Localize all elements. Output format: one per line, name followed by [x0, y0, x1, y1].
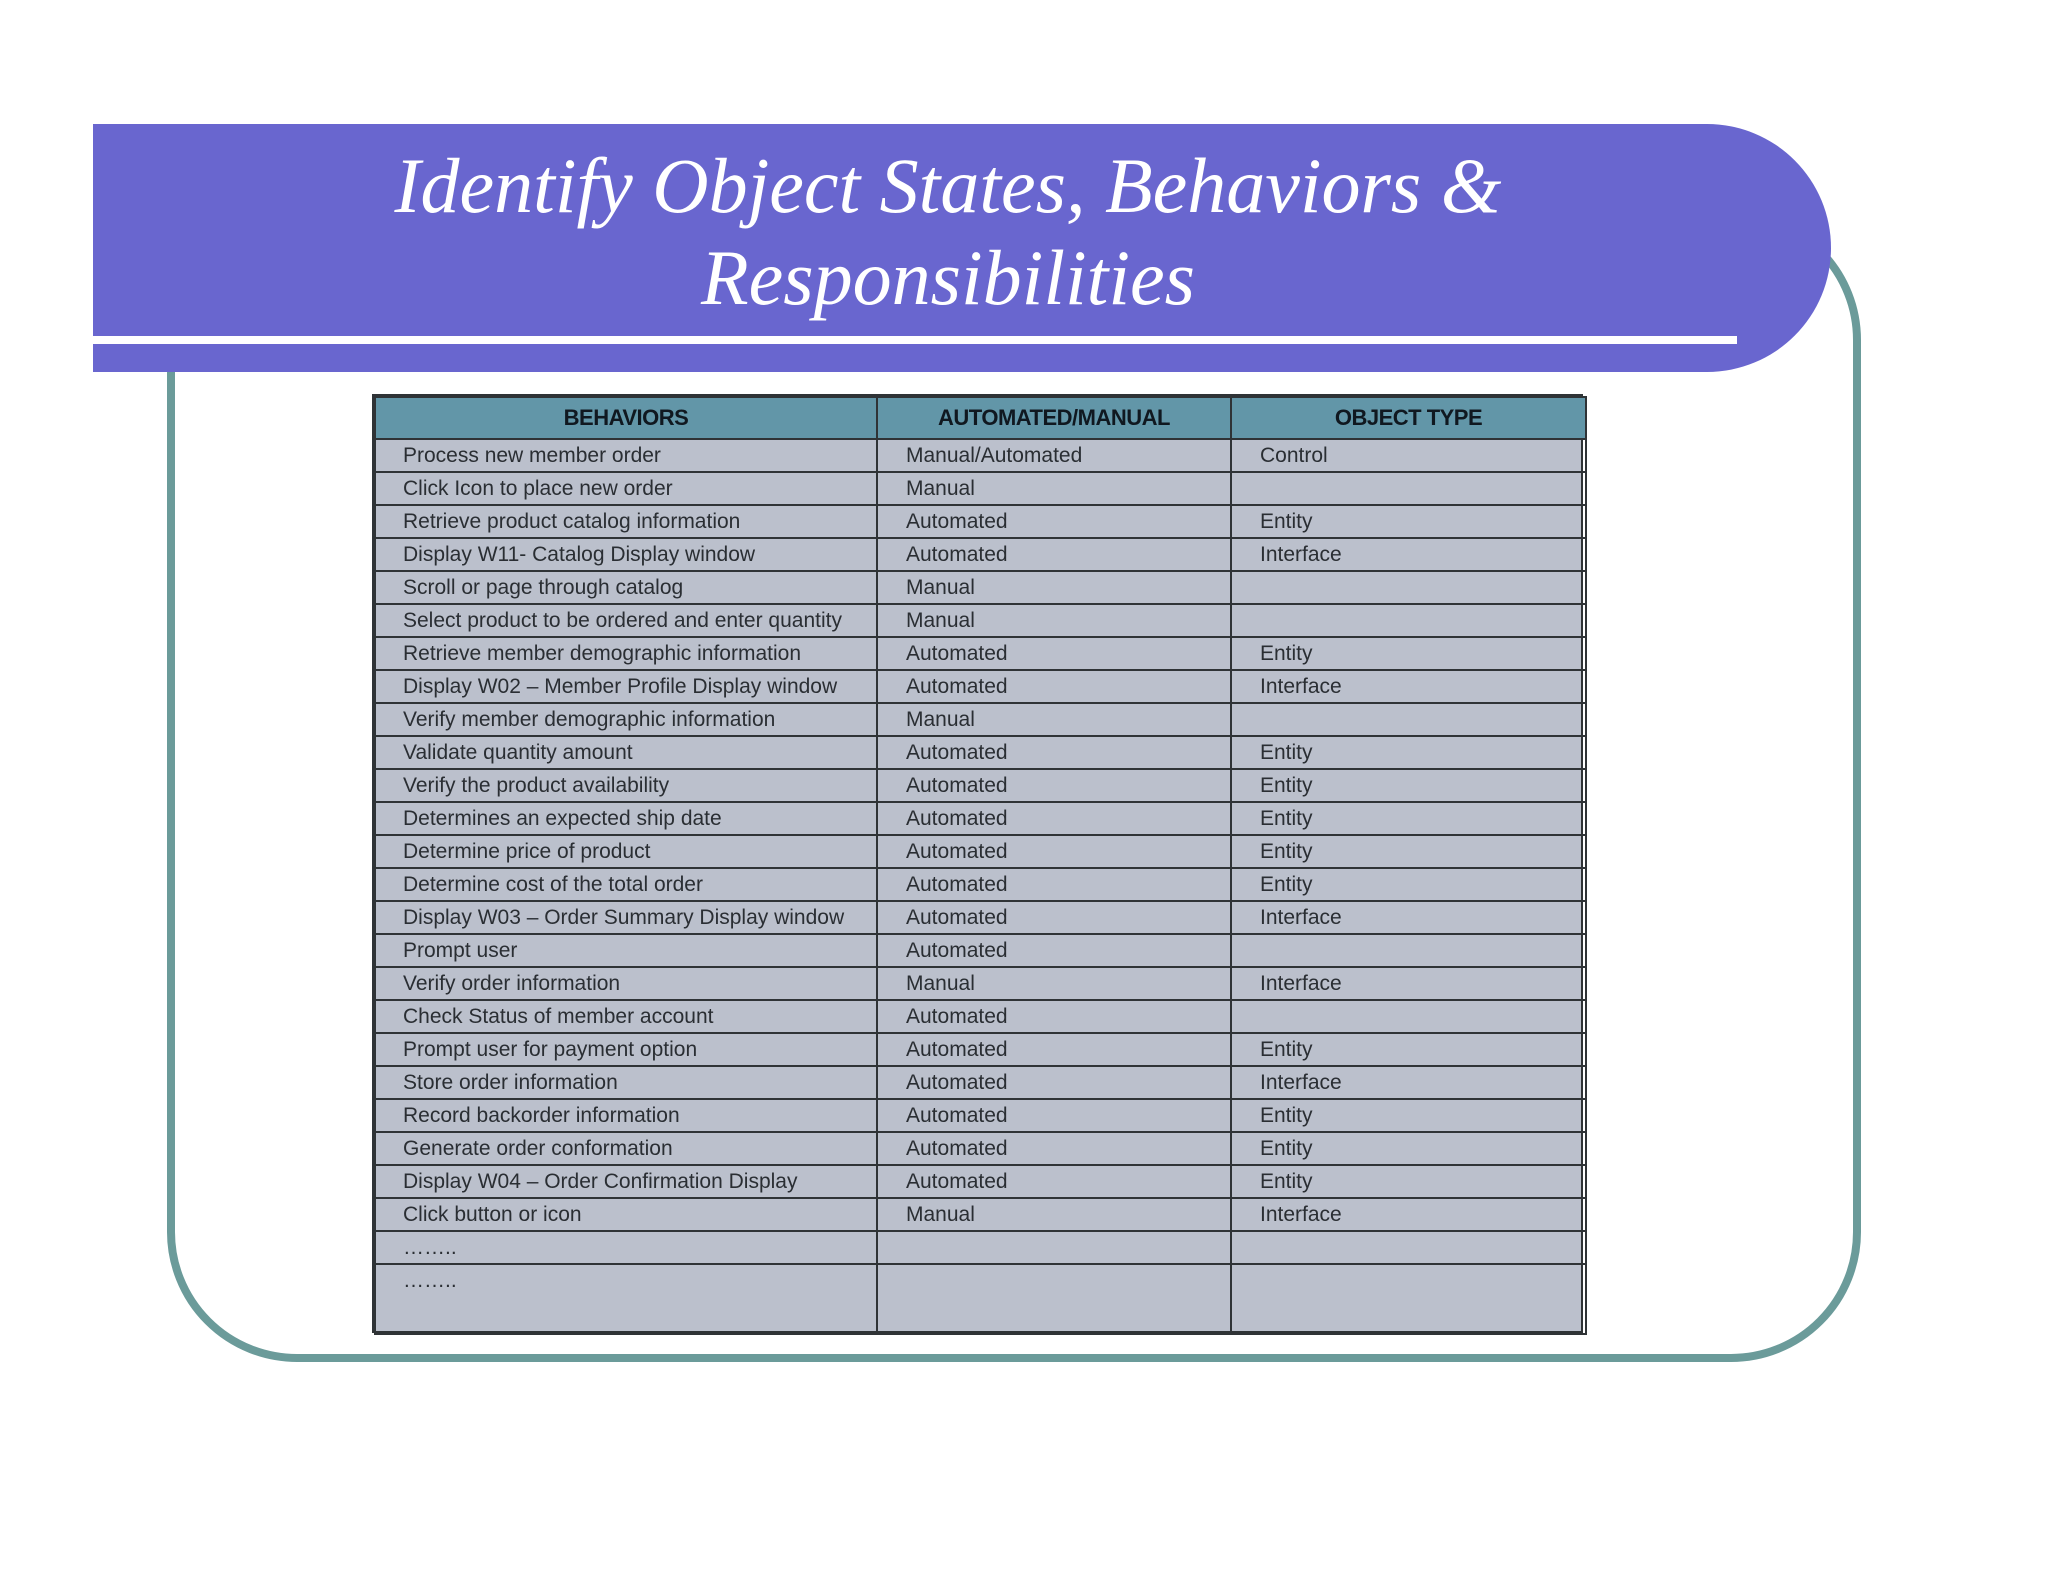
- behavior-cell: Verify the product availability: [375, 769, 877, 802]
- slide-title-line2: Responsibilities: [701, 234, 1195, 321]
- table-row: [375, 1132, 1586, 1165]
- behavior-cell: Retrieve member demographic information: [375, 637, 877, 670]
- table-row: [375, 769, 1586, 802]
- object-type-cell: Entity: [1231, 802, 1586, 835]
- behavior-cell: Select product to be ordered and enter quantity: [375, 604, 877, 637]
- table-row: [375, 1264, 1586, 1334]
- behaviors-table-container: [372, 394, 1583, 1333]
- table-row: [375, 439, 1586, 472]
- table-header-row: [375, 397, 1586, 439]
- object-type-cell: Entity: [1231, 868, 1586, 901]
- behavior-cell: Prompt user for payment option: [375, 1033, 877, 1066]
- table-row: [375, 1066, 1586, 1099]
- slide-title: [93, 140, 1803, 324]
- object-type-cell: [1231, 703, 1586, 736]
- object-type-cell: Interface: [1231, 1198, 1586, 1231]
- behavior-cell: ……..: [375, 1231, 877, 1264]
- header-behaviors: BEHAVIORS: [375, 397, 877, 439]
- behavior-cell: Display W04 – Order Confirmation Display: [375, 1165, 877, 1198]
- automated-manual-cell: Manual: [877, 472, 1231, 505]
- behavior-cell: Verify order information: [375, 967, 877, 1000]
- table-row: [375, 835, 1586, 868]
- automated-manual-cell: [877, 1264, 1231, 1334]
- behavior-cell: Verify member demographic information: [375, 703, 877, 736]
- table-row: [375, 901, 1586, 934]
- object-type-cell: Entity: [1231, 1132, 1586, 1165]
- table-row: [375, 1099, 1586, 1132]
- behavior-cell: Determines an expected ship date: [375, 802, 877, 835]
- table-row: [375, 571, 1586, 604]
- automated-manual-cell: Automated: [877, 868, 1231, 901]
- object-type-cell: [1231, 571, 1586, 604]
- automated-manual-cell: Automated: [877, 802, 1231, 835]
- automated-manual-cell: Automated: [877, 1000, 1231, 1033]
- object-type-cell: [1231, 604, 1586, 637]
- table-row: [375, 967, 1586, 1000]
- object-type-cell: Control: [1231, 439, 1586, 472]
- behaviors-table: [374, 396, 1587, 1335]
- table-row: [375, 802, 1586, 835]
- behavior-cell: Display W11- Catalog Display window: [375, 538, 877, 571]
- table-row: [375, 637, 1586, 670]
- table-row: [375, 1033, 1586, 1066]
- object-type-cell: Entity: [1231, 505, 1586, 538]
- header-automated-manual: AUTOMATED/MANUAL: [877, 397, 1231, 439]
- object-type-cell: Interface: [1231, 967, 1586, 1000]
- automated-manual-cell: Manual: [877, 967, 1231, 1000]
- automated-manual-cell: Manual: [877, 1198, 1231, 1231]
- table-row: [375, 505, 1586, 538]
- behavior-cell: Determine price of product: [375, 835, 877, 868]
- automated-manual-cell: Manual/Automated: [877, 439, 1231, 472]
- object-type-cell: [1231, 472, 1586, 505]
- automated-manual-cell: Automated: [877, 505, 1231, 538]
- title-underline: [93, 336, 1737, 344]
- table-row: [375, 703, 1586, 736]
- table-row: [375, 868, 1586, 901]
- automated-manual-cell: Automated: [877, 1066, 1231, 1099]
- behavior-cell: Generate order conformation: [375, 1132, 877, 1165]
- automated-manual-cell: Automated: [877, 1165, 1231, 1198]
- behavior-cell: Store order information: [375, 1066, 877, 1099]
- slide-title-line1: Identify Object States, Behaviors &: [394, 142, 1502, 229]
- automated-manual-cell: Automated: [877, 736, 1231, 769]
- object-type-cell: Entity: [1231, 1099, 1586, 1132]
- table-row: [375, 1165, 1586, 1198]
- object-type-cell: [1231, 1231, 1586, 1264]
- behavior-cell: Display W02 – Member Profile Display window: [375, 670, 877, 703]
- automated-manual-cell: Automated: [877, 637, 1231, 670]
- automated-manual-cell: Automated: [877, 1099, 1231, 1132]
- table-row: [375, 1231, 1586, 1264]
- object-type-cell: Entity: [1231, 769, 1586, 802]
- behavior-cell: Check Status of member account: [375, 1000, 877, 1033]
- object-type-cell: Entity: [1231, 1033, 1586, 1066]
- automated-manual-cell: Automated: [877, 769, 1231, 802]
- behavior-cell: Validate quantity amount: [375, 736, 877, 769]
- table-body: [375, 439, 1586, 1334]
- behavior-cell: Display W03 – Order Summary Display window: [375, 901, 877, 934]
- behavior-cell: Determine cost of the total order: [375, 868, 877, 901]
- behavior-cell: Click Icon to place new order: [375, 472, 877, 505]
- object-type-cell: Interface: [1231, 538, 1586, 571]
- object-type-cell: Entity: [1231, 637, 1586, 670]
- behavior-cell: Click button or icon: [375, 1198, 877, 1231]
- automated-manual-cell: Manual: [877, 604, 1231, 637]
- behavior-cell: Prompt user: [375, 934, 877, 967]
- object-type-cell: Entity: [1231, 1165, 1586, 1198]
- behavior-cell: ……..: [375, 1264, 877, 1334]
- table-row: [375, 1000, 1586, 1033]
- object-type-cell: [1231, 1264, 1586, 1334]
- object-type-cell: [1231, 934, 1586, 967]
- object-type-cell: Interface: [1231, 670, 1586, 703]
- table-row: [375, 472, 1586, 505]
- object-type-cell: [1231, 1000, 1586, 1033]
- behavior-cell: Retrieve product catalog information: [375, 505, 877, 538]
- object-type-cell: Entity: [1231, 736, 1586, 769]
- table-row: [375, 670, 1586, 703]
- object-type-cell: Entity: [1231, 835, 1586, 868]
- behavior-cell: Process new member order: [375, 439, 877, 472]
- automated-manual-cell: Manual: [877, 703, 1231, 736]
- automated-manual-cell: Automated: [877, 538, 1231, 571]
- table-row: [375, 538, 1586, 571]
- automated-manual-cell: [877, 1231, 1231, 1264]
- automated-manual-cell: Automated: [877, 934, 1231, 967]
- automated-manual-cell: Automated: [877, 1132, 1231, 1165]
- behavior-cell: Scroll or page through catalog: [375, 571, 877, 604]
- automated-manual-cell: Automated: [877, 670, 1231, 703]
- automated-manual-cell: Automated: [877, 835, 1231, 868]
- behavior-cell: Record backorder information: [375, 1099, 877, 1132]
- table-row: [375, 604, 1586, 637]
- automated-manual-cell: Manual: [877, 571, 1231, 604]
- header-object-type: OBJECT TYPE: [1231, 397, 1586, 439]
- automated-manual-cell: Automated: [877, 901, 1231, 934]
- table-row: [375, 934, 1586, 967]
- table-row: [375, 736, 1586, 769]
- object-type-cell: Interface: [1231, 1066, 1586, 1099]
- automated-manual-cell: Automated: [877, 1033, 1231, 1066]
- object-type-cell: Interface: [1231, 901, 1586, 934]
- table-row: [375, 1198, 1586, 1231]
